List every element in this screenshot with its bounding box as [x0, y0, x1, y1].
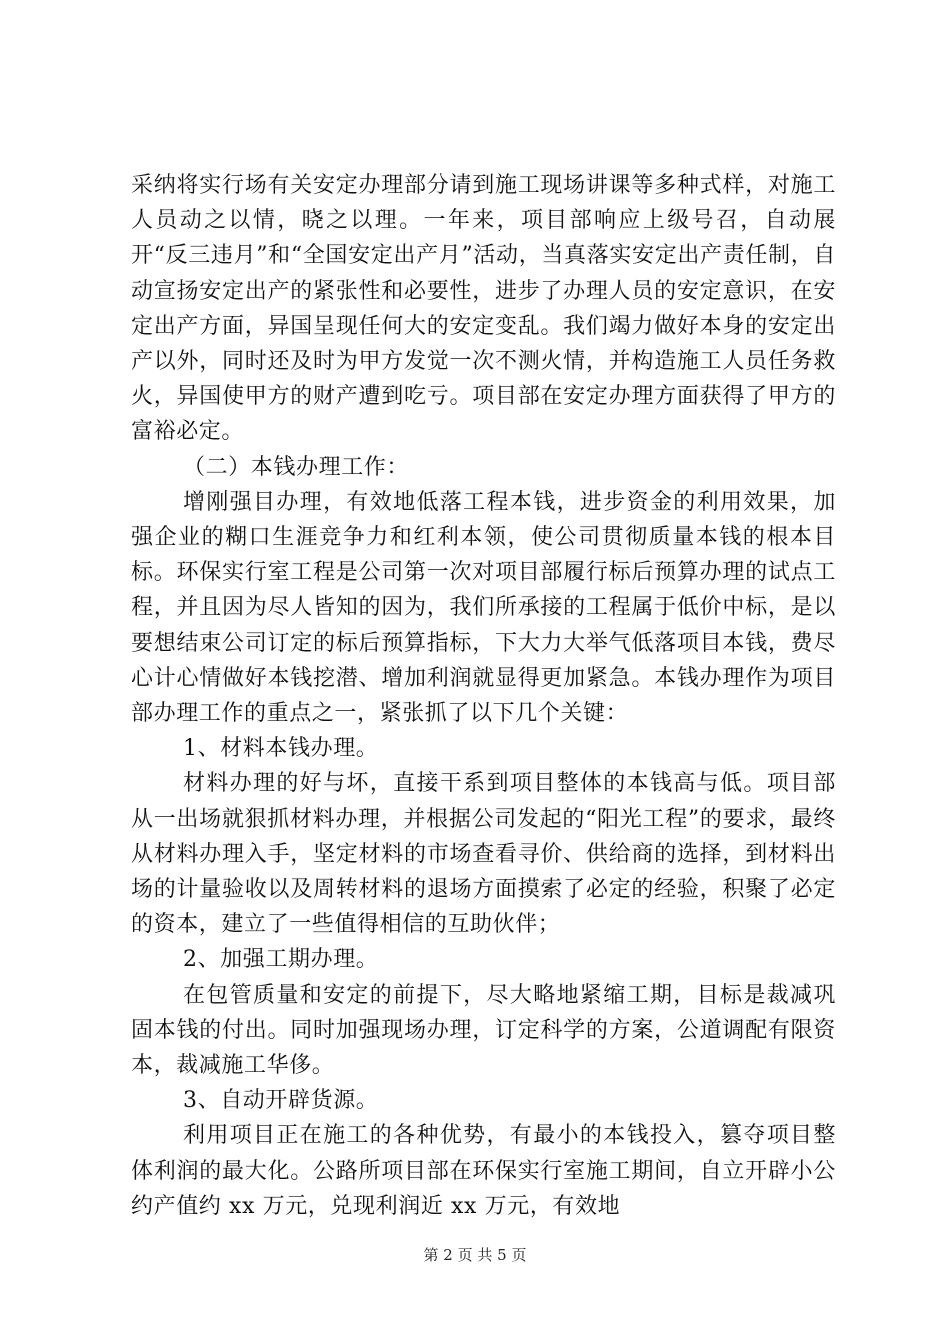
paragraph-schedule-management: 在包管质量和安定的前提下，尽大略地紧缩工期，目标是裁减巩固本钱的付出。同时加强现场办理，订定科学的方案，公道调配有限资本，裁减施工华侈。: [131, 982, 836, 1079]
heading-source-development: 3、自动开辟货源。: [183, 1088, 379, 1114]
heading-cost-management: （二）本钱办理工作：: [183, 454, 410, 480]
paragraph-cost-overview: 增刚强目办理，有效地低落工程本钱，进步资金的利用效果，加强企业的糊口生涯竞争力和红利本领，使公司贯彻质量本钱的根本目标。环保实行室工程是公司第一次对项目部履行标后预算办理的试点工程，并且因为尽人皆知的因为，我们所承接的工程属于低价中标，是以要想结束公司订定的标后预算指标，下大力大举气低落项目本钱，费尽心计心情做好本钱挖潜、增加利润就显得更加紧急。本钱办理作为项目部办理工作的重点之一，紧张抓了以下几个关键：: [131, 489, 836, 727]
page-number: 第 2 页 共 5 页: [423, 1246, 527, 1264]
paragraph-source-development: 利用项目正在施工的各种优势，有最小的本钱投入，篡夺项目整体利润的最大化。公路所项目部在环保实行室施工期间，自立开辟小公约产值约 xx 万元，兑现利润近 xx 万元，有效地: [131, 1123, 836, 1219]
heading-schedule-management: 2、加强工期办理。: [183, 947, 379, 973]
paragraph-material-cost: 材料办理的好与坏，直接干系到项目整体的本钱高与低。项目部从一出场就狠抓材料办理，并根据公司发起的“阳光工程”的要求，最终从材料办理入手，坚定材料的市场查看寻价、供给商的选择，到材料出场的计量验收以及周转材料的退场方面摸索了必定的经验，积聚了必定的资本，建立了一些值得相信的互助伙伴；: [131, 771, 836, 938]
document-body: [131, 168, 836, 1224]
paragraph-safety-continued: 采纳将实行场有关安定办理部分请到施工现场讲课等多种式样，对施工人员动之以情，晓之以理。一年来，项目部响应上级号召，自动展开“反三违月”和“全国安定出产月”活动，当真落实安定出产责任制，自动宣扬安定出产的紧张性和必要性，进步了办理人员的安定意识，在安定出产方面，异国呈现任何大的安定变乱。我们竭力做好本身的安定出产以外，同时还及时为甲方发觉一次不测火情，并构造施工人员任务救火，异国使甲方的财产遭到吃亏。项目部在安定办理方面获得了甲方的富裕必定。: [131, 173, 836, 445]
heading-material-cost: 1、材料本钱办理。: [183, 736, 379, 762]
